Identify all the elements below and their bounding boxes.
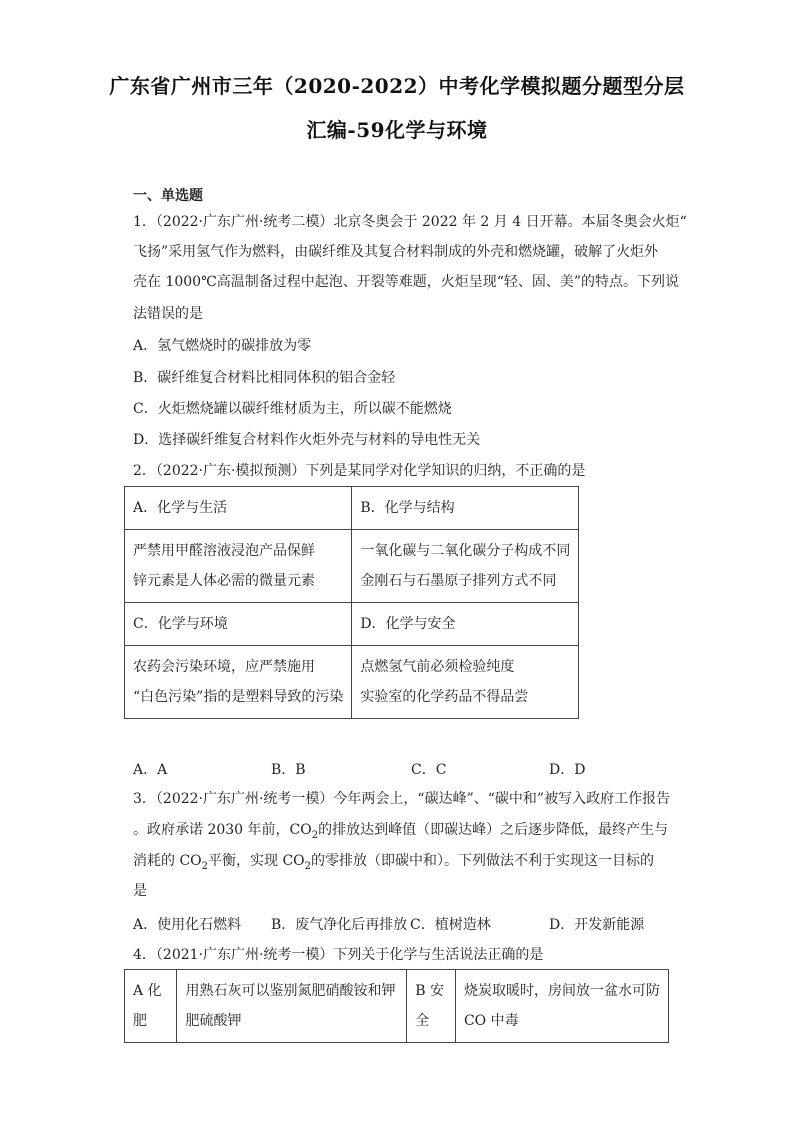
- q3-stem-line: 。政府承诺 2030 年前，$CO_2$的排放达到峰值（即碳达峰）之后逐步降低，最终产生与: [133, 822, 669, 841]
- q1-stem-line: 飞扬”采用氢气作为燃料，由碳纤维及其复合材料制成的外壳和燃烧罐，破解了火炬外: [133, 244, 659, 260]
- q2-cell-d-body: [352, 646, 579, 719]
- q1-option-d: D．选择碳纤维复合材料作火炬外壳与材料的导电性无关: [133, 432, 481, 448]
- q4-cell-a-label: A 化 肥: [125, 970, 177, 1043]
- table-cell-line: 一氧化碳与二氧化碳分子构成不同: [360, 543, 571, 559]
- table-cell-line: 金刚石与石墨原子排列方式不同: [360, 573, 557, 589]
- table-cell-line: 实验室的化学药品不得品尝: [360, 689, 529, 705]
- table-cell-line: 点燃氢气前必须检验纯度: [360, 659, 515, 675]
- q1-stem-line: 1．（2022·广东广州·统考二模）北京冬奥会于 2022 年 2 月 4 日开幕。本届冬奥会火炬“: [133, 214, 687, 230]
- q3-stem-line: 是: [133, 883, 147, 899]
- q1-stem-line: 法错误的是: [133, 306, 203, 322]
- document-title-line1: 广东省广州市三年（2020-2022）中考化学模拟题分题型分层: [109, 74, 685, 98]
- q3-option-a: A．使用化石燃料: [133, 917, 242, 933]
- table-cell-line: 农药会污染环境，应严禁施用: [133, 659, 315, 675]
- q1-option-a: A．氢气燃烧时的碳排放为零: [133, 338, 312, 354]
- q2-cell-a-heading: A．化学与生活: [125, 487, 352, 530]
- q2-cell-b-body: [352, 530, 579, 603]
- table-cell-line: 严禁用甲醛溶液浸泡产品保鲜: [133, 543, 315, 559]
- q4-table: [124, 969, 669, 1043]
- table-cell-line: 锌元素是人体必需的微量元素: [133, 573, 315, 589]
- q4-cell-a-text: 用熟石灰可以鉴别氮肥硝酸铵和钾 肥硫酸钾: [177, 970, 407, 1043]
- table-cell-line: “白色污染”指的是塑料导致的污染: [133, 689, 344, 705]
- q2-option-a: A．A: [133, 762, 168, 778]
- q2-cell-a-body: [125, 530, 352, 603]
- q2-cell-c-heading: C．化学与环境: [125, 603, 352, 646]
- q2-option-d: D．D: [549, 762, 586, 778]
- q2-knowledge-table: [124, 486, 579, 719]
- section-heading: 一、单选题: [133, 188, 203, 204]
- q2-option-c: C．C: [411, 762, 447, 778]
- q2-cell-b-heading: B．化学与结构: [352, 487, 579, 530]
- q3-stem-line: 3．（2022·广东广州·统考一模）今年两会上，“碳达峰”、“碳中和”被写入政府工作报告: [133, 791, 671, 807]
- q1-option-b: B．碳纤维复合材料比相同体积的铝合金轻: [133, 370, 396, 386]
- q1-stem-line: 壳在 1000℃高温制备过程中起泡、开裂等难题，火炬呈现“轻、固、美”的特点。下列说: [133, 274, 680, 290]
- q2-stem: 2．（2022·广东·模拟预测）下列是某同学对化学知识的归纳，不正确的是: [133, 463, 586, 479]
- q1-option-c: C．火炬燃烧罐以碳纤维材质为主，所以碳不能燃烧: [133, 401, 452, 417]
- q4-stem: 4．（2021·广东广州·统考一模）下列关于化学与生活说法正确的是: [133, 947, 544, 963]
- q3-stem-line: 消耗的 $CO_2$平衡，实现 $CO_2$的零排放（即碳中和）。下列做法不利于实现这一目标的: [133, 853, 655, 872]
- q2-cell-c-body: [125, 646, 352, 719]
- q3-option-d: D．开发新能源: [549, 917, 645, 933]
- q3-option-c: C．植树造林: [410, 917, 491, 933]
- q3-option-b: B．废气净化后再排放: [271, 917, 408, 933]
- q4-cell-b-text: 烧炭取暖时，房间放一盆水可防 CO 中毒: [455, 970, 668, 1043]
- document-title-line2: 汇编-59化学与环境: [306, 118, 488, 142]
- q2-option-b: B．B: [271, 762, 306, 778]
- q4-cell-b-label: B 安 全: [407, 970, 456, 1043]
- q2-cell-d-heading: D．化学与安全: [352, 603, 579, 646]
